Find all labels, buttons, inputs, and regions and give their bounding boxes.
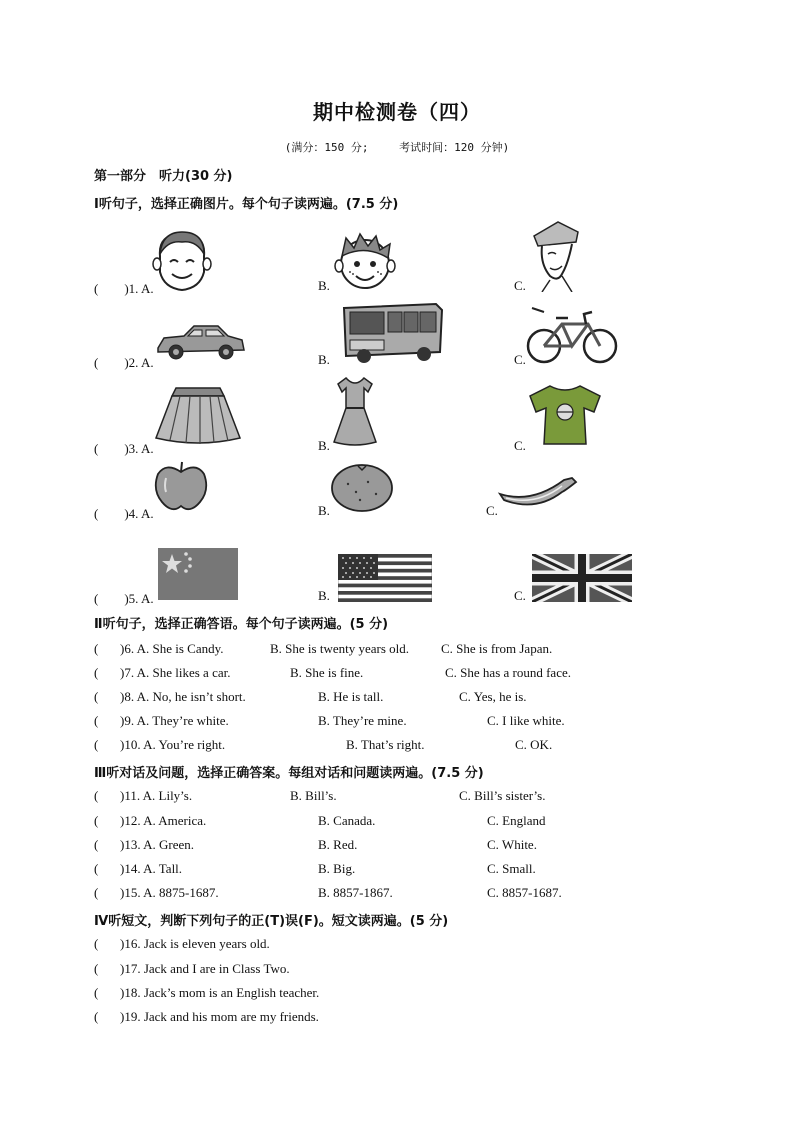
car-icon — [154, 322, 246, 362]
q13-option-b: B. Red. — [318, 837, 358, 852]
q5-option-c: C. — [514, 588, 526, 603]
q16-statement: )16. Jack is eleven years old. — [120, 936, 270, 951]
full-score: (满分：150 分; — [284, 141, 369, 154]
exam-title: 期中检测卷（四） — [313, 100, 481, 124]
q15-option-b: B. 8857-1867. — [318, 885, 393, 900]
bus-icon — [340, 300, 444, 364]
section-1-heading: Ⅰ听句子，选择正确图片。每个句子读两遍。(7.5 分) — [94, 197, 399, 212]
q14-option-a: )14. A. Tall. — [120, 861, 183, 876]
q4-option-c: C. — [486, 503, 498, 518]
part-one-heading: 第一部分 听力(30 分) — [94, 169, 233, 184]
q12-option-c: C. England — [487, 813, 546, 828]
q10-option-a: )10. A. You’re right. — [120, 737, 226, 752]
q7-option-b: B. She is fine. — [290, 665, 364, 680]
q2-label: ( )2. A. — [94, 355, 154, 370]
q16-row: ( )16. Jack is eleven years old. — [94, 936, 270, 951]
uk-flag-icon — [532, 554, 632, 602]
q13-row: ( )13. A. Green. — [94, 837, 195, 852]
dress-icon — [330, 374, 380, 448]
skirt-icon — [154, 384, 242, 446]
usa-flag-icon — [338, 554, 432, 602]
section-2-heading: Ⅱ听句子，选择正确答语。每个句子读两遍。(5 分) — [94, 617, 389, 632]
q14-option-b: B. Big. — [318, 861, 356, 876]
boy-face-freckles-icon — [330, 230, 400, 292]
q12-row: ( )12. A. America. — [94, 813, 207, 828]
q1-option-b: B. — [318, 278, 330, 293]
q2-option-c: C. — [514, 352, 526, 367]
q3-option-c: C. — [514, 438, 526, 453]
q15-row: ( )15. A. 8875-1687. — [94, 885, 219, 900]
bicycle-icon — [526, 304, 618, 366]
q8-option-c: C. Yes, he is. — [459, 689, 527, 704]
q8-option-a: )8. A. No, he isn’t short. — [120, 689, 246, 704]
q14-option-c: C. Small. — [487, 861, 536, 876]
q9-option-b: B. They’re mine. — [318, 713, 407, 728]
q19-statement: )19. Jack and his mom are my friends. — [120, 1009, 319, 1024]
q10-option-c: C. OK. — [515, 737, 553, 752]
apple-icon — [152, 460, 210, 512]
china-flag-icon — [158, 548, 238, 600]
t-shirt-icon — [528, 382, 602, 448]
q18-statement: )18. Jack’s mom is an English teacher. — [120, 985, 320, 1000]
q7-row: ( )7. A. She likes a car. — [94, 665, 231, 680]
banana-icon — [496, 470, 580, 514]
q9-option-a: )9. A. They’re white. — [120, 713, 229, 728]
q7-option-c: C. She has a round face. — [445, 665, 571, 680]
q10-row: ( )10. A. You’re right. — [94, 737, 226, 752]
q8-row: ( )8. A. No, he isn’t short. — [94, 689, 246, 704]
exam-subtitle — [0, 139, 794, 155]
q12-option-b: B. Canada. — [318, 813, 376, 828]
q17-row: ( )17. Jack and I are in Class Two. — [94, 961, 290, 976]
exam-time: 考试时间：120 分钟) — [399, 141, 510, 154]
q18-row: ( )18. Jack’s mom is an English teacher. — [94, 985, 320, 1000]
q13-option-c: C. White. — [487, 837, 537, 852]
q17-statement: )17. Jack and I are in Class Two. — [120, 961, 290, 976]
q4-option-b: B. — [318, 503, 330, 518]
q9-row: ( )9. A. They’re white. — [94, 713, 229, 728]
q6-row: ( )6. A. She is Candy. — [94, 641, 224, 656]
q15-option-c: C. 8857-1687. — [487, 885, 562, 900]
section-4-heading: Ⅳ听短文，判断下列句子的正(T)误(F)。短文读两遍。(5 分) — [94, 914, 449, 929]
q5-option-b: B. — [318, 588, 330, 603]
q10-option-b: B. That’s right. — [346, 737, 425, 752]
boy-face-smiling-icon — [152, 228, 212, 292]
q6-option-a: )6. A. She is Candy. — [120, 641, 224, 656]
q3-option-b: B. — [318, 438, 330, 453]
q9-option-c: C. I like white. — [487, 713, 565, 728]
q6-option-b: B. She is twenty years old. — [270, 641, 410, 656]
section-3-heading: Ⅲ听对话及问题，选择正确答案。每组对话和问题读两遍。(7.5 分) — [94, 766, 484, 781]
orange-icon — [330, 462, 394, 512]
q6-option-c: C. She is from Japan. — [441, 641, 553, 656]
q11-option-c: C. Bill’s sister’s. — [459, 788, 546, 803]
q8-option-b: B. He is tall. — [318, 689, 384, 704]
q15-option-a: )15. A. 8875-1687. — [120, 885, 219, 900]
q1-option-c: C. — [514, 278, 526, 293]
q2-option-b: B. — [318, 352, 330, 367]
q11-option-b: B. Bill’s. — [290, 788, 337, 803]
q12-option-a: )12. A. America. — [120, 813, 207, 828]
q11-row: ( )11. A. Lily’s. — [94, 788, 193, 803]
q7-option-a: )7. A. She likes a car. — [120, 665, 231, 680]
q11-option-a: )11. A. Lily’s. — [120, 788, 193, 803]
q13-option-a: )13. A. Green. — [120, 837, 195, 852]
q1-label: ( )1. A. — [94, 281, 154, 296]
q5-label: ( )5. A. — [94, 591, 154, 606]
q3-label: ( )3. A. — [94, 441, 154, 456]
q19-row: ( )19. Jack and his mom are my friends. — [94, 1009, 319, 1024]
q14-row: ( )14. A. Tall. — [94, 861, 183, 876]
q4-label: ( )4. A. — [94, 506, 154, 521]
man-with-cap-icon — [528, 218, 584, 292]
